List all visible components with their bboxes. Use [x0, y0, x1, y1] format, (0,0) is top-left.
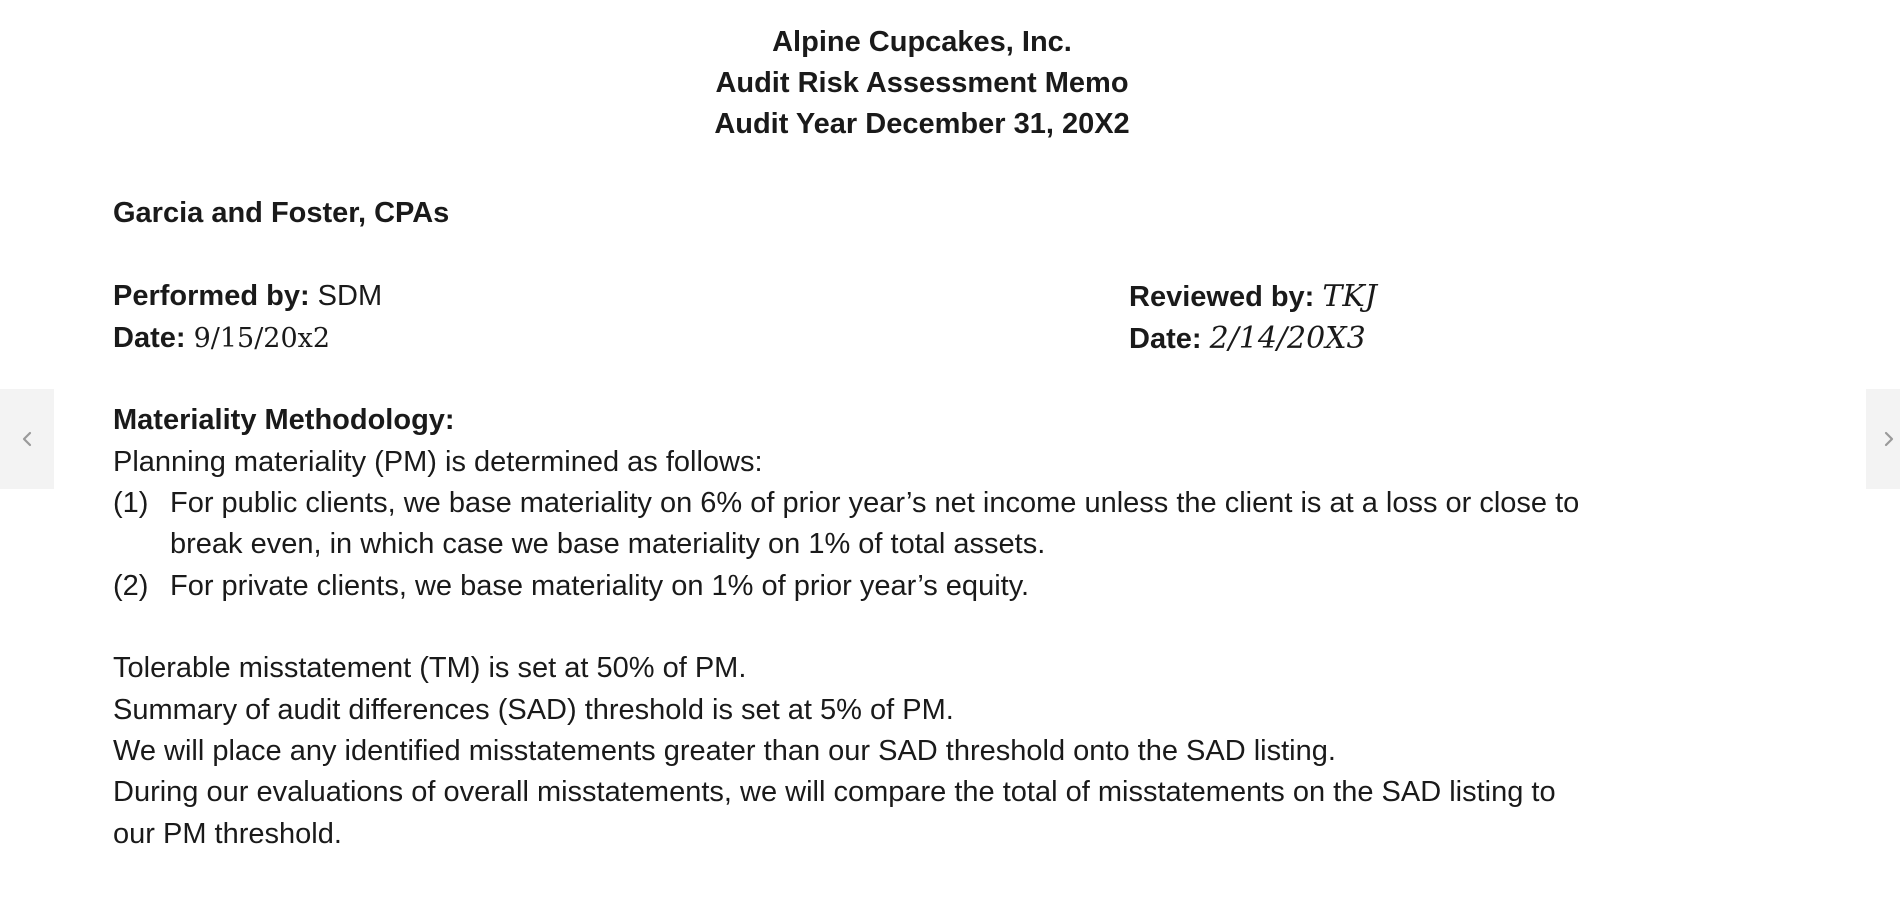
list-item-continuation: break even, in which case we base materiality on 1% of total assets.	[170, 528, 1046, 560]
tolerable-misstatement-text: Tolerable misstatement (TM) is set at 50% of PM.	[113, 652, 747, 684]
evaluation-text: During our evaluations of overall misstatements, we will compare the total of misstatements on the SAD listing to	[113, 776, 1556, 808]
performed-by-label: Performed by:	[113, 280, 310, 312]
methodology-intro: Planning materiality (PM) is determined as follows:	[113, 446, 763, 478]
performed-date-label: Date:	[113, 322, 186, 354]
list-item-text: For public clients, we base materiality on 6% of prior year’s net income unless the client is at a loss or close to	[170, 487, 1580, 519]
reviewed-by-signature: TKJ	[1322, 279, 1377, 314]
performed-date-row	[113, 318, 330, 359]
list-item	[113, 566, 1029, 607]
next-page-button[interactable]	[1866, 389, 1900, 489]
reviewed-by-label: Reviewed by:	[1129, 281, 1315, 313]
performed-by-row	[113, 276, 382, 317]
list-item-number: (2)	[113, 570, 149, 602]
reviewed-date-value: 2/14/20X3	[1209, 321, 1366, 356]
memo-title: Audit Risk Assessment Memo	[715, 67, 1129, 99]
reviewed-date-label: Date:	[1129, 323, 1202, 355]
list-item	[113, 483, 1579, 524]
sad-threshold-text: Summary of audit differences (SAD) threshold is set at 5% of PM.	[113, 694, 954, 726]
sad-listing-text: We will place any identified misstatements greater than our SAD threshold onto the SAD listing.	[113, 735, 1336, 767]
company-name: Alpine Cupcakes, Inc.	[772, 26, 1072, 58]
reviewed-date-row	[1129, 318, 1366, 360]
previous-page-button[interactable]	[0, 389, 54, 489]
firm-name: Garcia and Foster, CPAs	[113, 197, 450, 229]
chevron-left-icon	[20, 429, 34, 449]
evaluation-text-continuation: our PM threshold.	[113, 818, 342, 850]
reviewed-by-row	[1129, 276, 1377, 318]
list-item-text: For private clients, we base materiality on 1% of prior year’s equity.	[170, 570, 1030, 602]
chevron-right-icon	[1882, 429, 1896, 449]
audit-year: Audit Year December 31, 20X2	[714, 108, 1130, 140]
memo-header	[0, 22, 1844, 145]
list-item-number: (1)	[113, 487, 149, 519]
methodology-heading: Materiality Methodology:	[113, 404, 455, 436]
performed-by-value: SDM	[317, 280, 383, 312]
performed-date-value: 9/15/20x2	[193, 323, 331, 354]
